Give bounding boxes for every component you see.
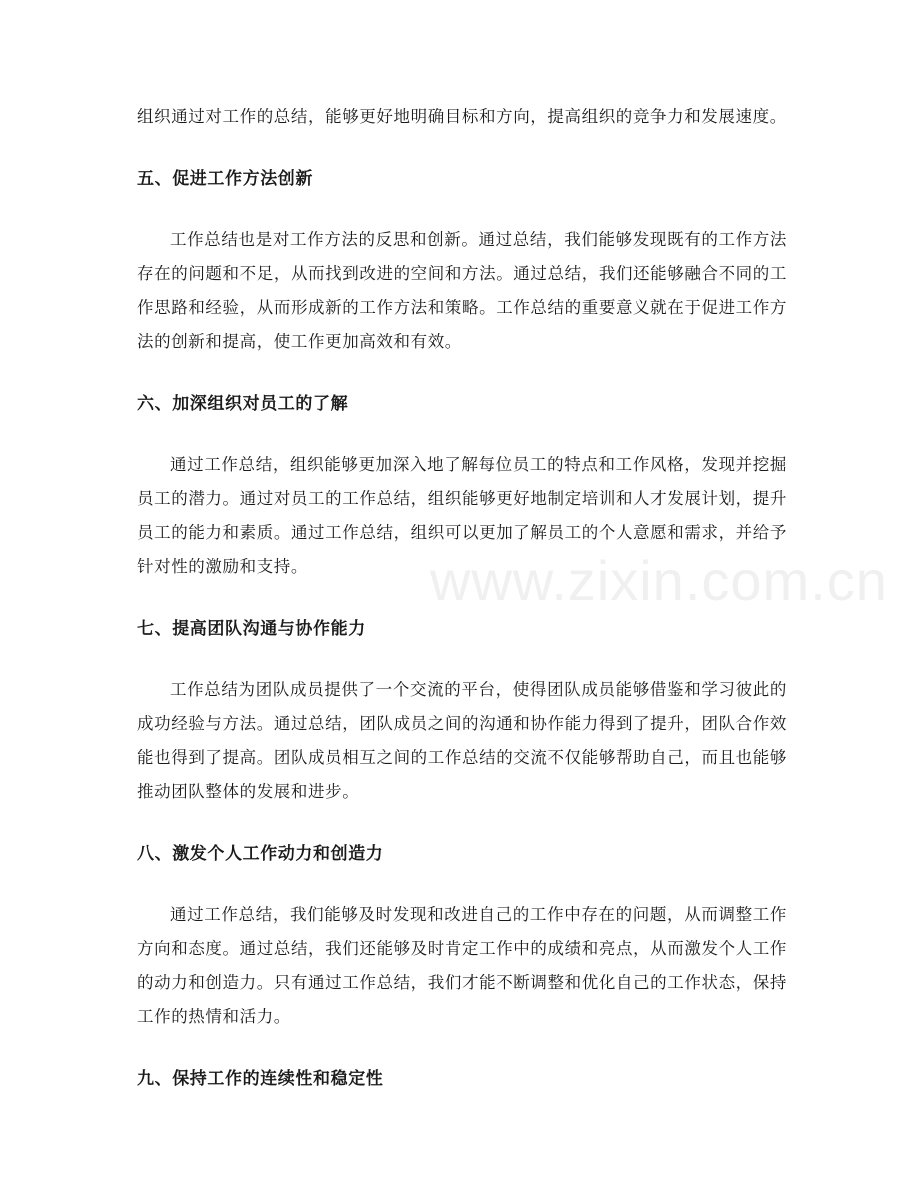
- section-body-7: 工作总结为团队成员提供了一个交流的平台，使得团队成员能够借鉴和学习彼此的成功经验与方法。通过总结，团队成员之间的沟通和协作能力得到了提升，团队合作效能也得到了提高。团队成员相互之间的工作总结的交流不仅能够帮助自己，而且也能够推动团队整体的发展和进步。: [137, 680, 787, 801]
- section-body-6: 通过工作总结，组织能够更加深入地了解每位员工的特点和工作风格，发现并挖掘员工的潜力。通过对员工的工作总结，组织能够更好地制定培训和人才发展计划，提升员工的能力和素质。通过工作总结，组织可以更加了解员工的个人意愿和需求，并给予针对性的激励和支持。: [137, 455, 787, 576]
- section-heading-8: 八、激发个人工作动力和创造力: [137, 844, 384, 864]
- watermark: www.zixin.com.cn: [430, 549, 888, 612]
- section-heading-6: 六、加深组织对员工的了解: [137, 394, 349, 414]
- document-content: [137, 100, 787, 1123]
- section-heading-9: 九、保持工作的连续性和稳定性: [137, 1069, 384, 1089]
- intro-paragraph: 组织通过对工作的总结，能够更好地明确目标和方向，提高组织的竞争力和发展速度。: [137, 107, 787, 126]
- section-heading-5: 五、促进工作方法创新: [137, 169, 313, 189]
- section-body-8: 通过工作总结，我们能够及时发现和改进自己的工作中存在的问题，从而调整工作方向和态度。通过总结，我们还能够及时肯定工作中的成绩和亮点，从而激发个人工作的动力和创造力。只有通过工作总结，我们才能不断调整和优化自己的工作状态，保持工作的热情和活力。: [137, 905, 787, 1026]
- section-heading-7: 七、提高团队沟通与协作能力: [137, 619, 366, 639]
- section-body-5: 工作总结也是对工作方法的反思和创新。通过总结，我们能够发现既有的工作方法存在的问题和不足，从而找到改进的空间和方法。通过总结，我们还能够融合不同的工作思路和经验，从而形成新的工作方法和策略。工作总结的重要意义就在于促进工作方法的创新和提高，使工作更加高效和有效。: [137, 230, 787, 351]
